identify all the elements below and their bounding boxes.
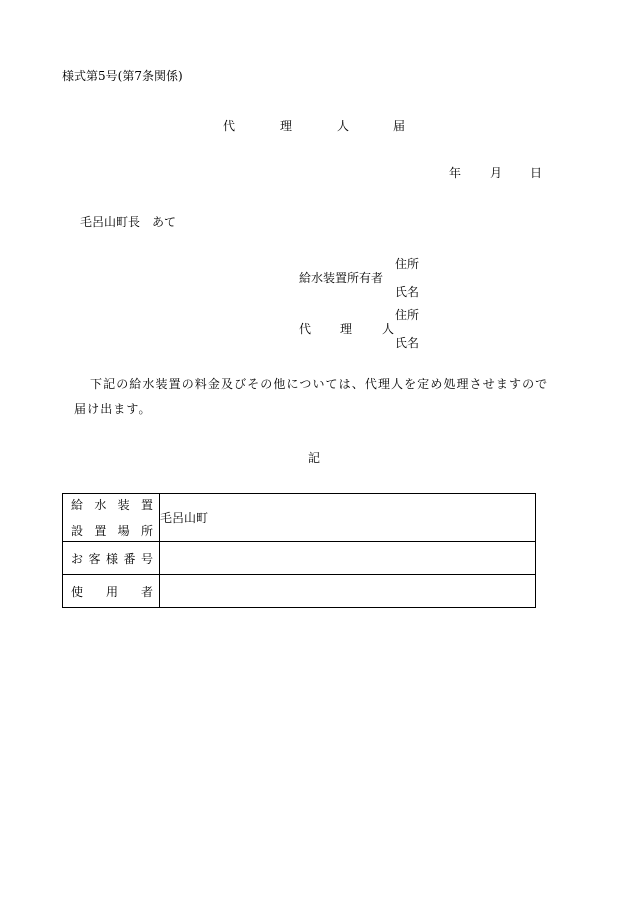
owner-address-label: 住所	[395, 257, 420, 271]
date-year-label: 年	[449, 166, 462, 180]
table-row-user	[63, 575, 536, 608]
title-char: 届	[393, 119, 406, 133]
info-table	[62, 493, 536, 608]
title-char: 人	[337, 119, 350, 133]
user-value[interactable]	[160, 575, 536, 608]
body-text-line-2: 届け出ます。	[74, 402, 152, 416]
owner-label: 給水装置所有者	[299, 271, 384, 285]
location-label-cell	[63, 494, 160, 542]
body-text-line-1: 下記の給水装置の料金及びその他については、代理人を定め処理させますので	[90, 377, 549, 391]
table-row-location	[63, 494, 536, 542]
location-label-line-1: 給 水 装 置	[71, 498, 153, 512]
location-value[interactable]: 毛呂山町	[160, 494, 536, 542]
customer-number-label: お 客 様 番 号	[63, 542, 160, 575]
ki-mark: 記	[308, 451, 321, 465]
addressee: 毛呂山町長 あて	[80, 215, 177, 229]
date-day-label: 日	[530, 166, 543, 180]
title-char: 代	[223, 119, 236, 133]
user-label: 使 用 者	[63, 575, 160, 608]
customer-number-value[interactable]	[160, 542, 536, 575]
form-number: 様式第5号(第7条関係)	[62, 69, 183, 83]
table-row-customer-number	[63, 542, 536, 575]
title-char: 理	[280, 119, 293, 133]
location-label-line-2: 設 置 場 所	[71, 524, 153, 538]
agent-char: 代	[299, 322, 312, 336]
date-month-label: 月	[490, 166, 503, 180]
agent-name-label: 氏名	[395, 336, 420, 350]
agent-char: 理	[340, 322, 353, 336]
agent-address-label: 住所	[395, 308, 420, 322]
agent-char: 人	[382, 322, 395, 336]
owner-name-label: 氏名	[395, 285, 420, 299]
